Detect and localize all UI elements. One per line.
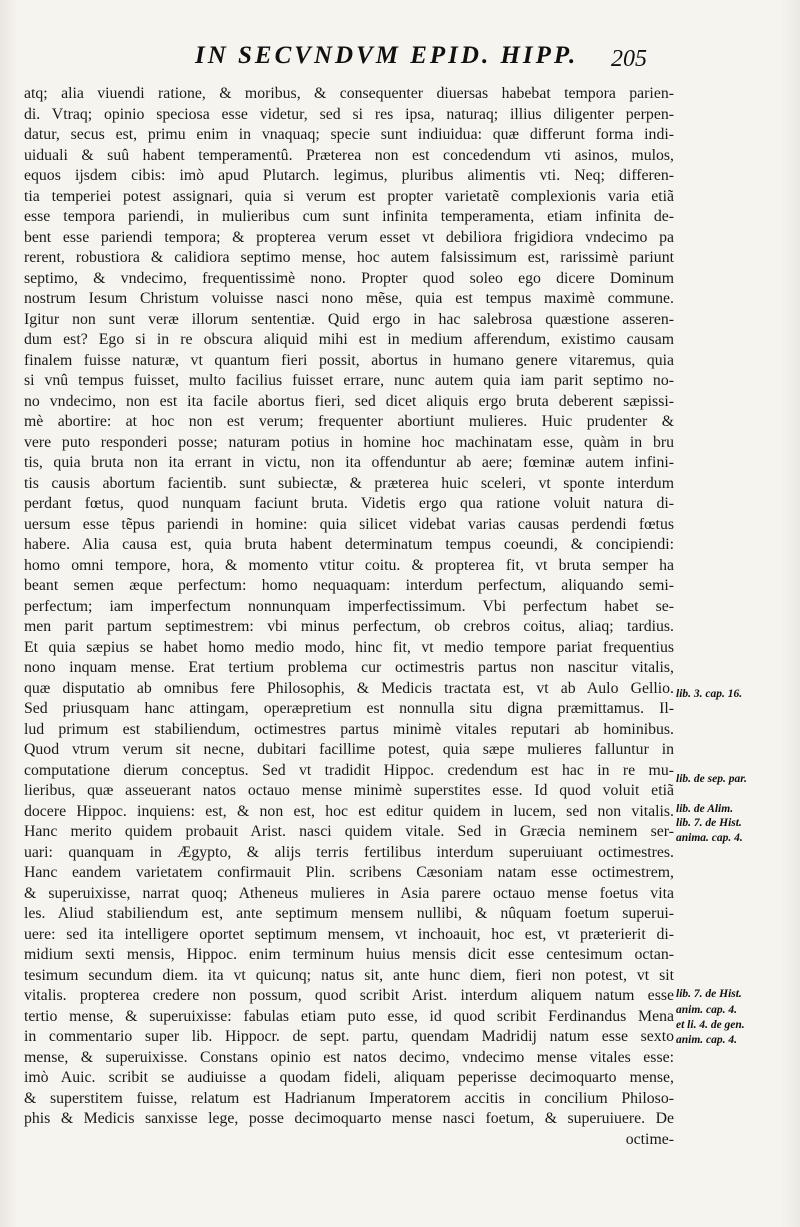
text-line: atq; alia viuendi ratione, & moribus, & consequenter diuersas habebat tempora parien- <box>24 85 674 102</box>
text-line: computatione dierum conceptus. Sed vt tradidit Hippoc. credendum est hac in re mu- <box>24 761 674 779</box>
margin-note: anim. cap. 4. <box>676 1004 738 1016</box>
text-line: beant semen æque perfectum: homo nequaquam: interdum perfectum, aliquando semi- <box>24 577 674 594</box>
text-line: vere puto responderi posse; naturam potius in homine hoc machinatam esse, quàm in bru <box>24 433 674 451</box>
text-line: finalem fuisse naturæ, vt quantum fieri possit, abortus in humano genere vitaremus, quia <box>24 351 674 369</box>
margin-note: lib. de sep. par. <box>676 773 747 785</box>
text-line: si vnû tempus fuisset, multo facilius fuisset errare, nunc autem quia iam parit septimo no- <box>24 372 674 389</box>
text-line: men parit partum septimestrem: vbi minus perfectum, ob crebros coitus, aliaq; tardius. <box>24 618 674 635</box>
text-line: rerent, robustiora & calidiora septimo mense, hoc autem falsissimum est, rarissimè pariunt <box>24 249 674 266</box>
text-line: no vndecimo, non est ita facile abortus fieri, sed dicet aliquis ergo bruta deberent sæpissi- <box>24 392 674 410</box>
text-line: nostrum Iesum Christum voluisse nasci nono mẽse, quia est tempus maximè commune. <box>24 290 674 307</box>
margin-note: anim. cap. 4. <box>676 1034 738 1046</box>
text-line: Hanc merito quidem probauit Arist. nasci quidem vitale. Sed in Græcia neminem ser- <box>24 823 674 840</box>
text-line: tertio mense, & superuixisse: fabulas etiam puto esse, id quod scribit Ferdinandus Mena <box>24 1007 674 1025</box>
text-line: perfectum; iam imperfectum nonnunquam imperfectissimum. Vbi perfectum habet se- <box>24 597 674 615</box>
text-line: mè abortire: at hoc non est verum; frequenter abortiunt mulieres. Huic prudenter & <box>24 413 674 430</box>
text-line: octime- <box>625 1130 674 1148</box>
text-line: esse tempora pariendi, in mulieribus cum sunt infinita temperamenta, etiam infinita de- <box>24 208 674 225</box>
page-number: 205 <box>611 46 647 72</box>
margin-note: et li. 4. de gen. <box>676 1019 745 1031</box>
text-line: lud primum est stabiliendum, octimestres partus minimè vitales reputari ab hominibus. <box>24 720 674 738</box>
text-line: docere Hippoc. inquiens: est, & non est, hoc est editur quidem in lucem, sed non vitalis. <box>24 802 674 820</box>
text-line: bent esse pariendi tempora; & propterea verum esset vt debiliora frigidiora vndecimo pa <box>24 228 674 246</box>
text-line: perdant fœtus, quod nunquam faciunt bruta. Videtis ergo qua ratione voluit natura di- <box>24 495 674 512</box>
text-line: Quod vtrum verum sit necne, dubitari facillime potest, quia sæpe mulieres falluntur in <box>24 741 674 758</box>
margin-note: lib. 3. cap. 16. <box>676 688 743 700</box>
text-line: mense, & superuixisse. Constans opinio est natos decimo, vndecimo mense vitales esse: <box>24 1048 674 1066</box>
text-line: lieribus, quæ asseuerant natos octauo mense minimè superstites esse. Id quod voluit etiã <box>24 782 674 799</box>
text-line: tesimum secundum diem. ita vt quicunq; natus sit, ante hunc diem, fieri non potest, vt sit <box>24 966 674 984</box>
text-line: Igitur non sunt veræ illorum sententiæ. Quid ergo in hac salebrosa quæstione asseren- <box>24 310 674 328</box>
text-line: datur, secus est, primu enim in vnaquaq; specie sunt indiuidua: quæ differunt forma indi- <box>24 126 674 143</box>
text-line: midium sexti mensis, Hippoc. enim terminum huius mensis dicit esse centesimum octan- <box>24 946 674 963</box>
running-head: IN SECVNDVM EPID. HIPP. <box>195 42 579 69</box>
text-line: habere. Alia causa est, quia bruta habent determinatum tempus coeundi, & concipiendi: <box>24 536 674 553</box>
text-line: tis, quia bruta non ita errant in victu, non ita offenduntur ab aere; fœminæ autem infini- <box>24 454 674 471</box>
text-line: uiduali & suû habent temperamentû. Præterea non est concedendum vti asinos, mulos, <box>24 146 674 164</box>
text-line: in commentario super lib. Hippocr. de sept. partu, quendam Madridij natum esse sexto <box>24 1028 674 1045</box>
text-line: tis causis abortum facientib. sunt subiectæ, & præterea huic sceleri, vt sponte interdum <box>24 474 674 492</box>
text-line: & superstitem fuisse, relatum est Hadrianum Imperatorem accitis in concilium Philoso- <box>24 1089 674 1107</box>
text-line: Sed priusquam hanc attingam, operæpretium est nonnulla situ digna præmittamus. Il- <box>24 700 674 717</box>
text-line: homo omni tempore, hora, & momento vtitur coitu. & propterea fit, vt bruta semper ha <box>24 556 674 574</box>
text-line: uere: sed ita intelligere oportet septimum mensem, vt inchoauit, hoc est, vt præterierit di- <box>24 925 674 943</box>
text-line: dum est? Ego si in re obscura aliquid mihi est in medium afferendum, existimo causam <box>24 331 674 348</box>
text-line: Et quia sæpius se habet homo medio modo, hinc fit, vt medio tempore pariat frequentius <box>24 638 674 656</box>
text-line: nono inquam mense. Erat tertium problema cur octimestris partus non nascitur vitalis, <box>24 659 674 676</box>
text-line: phis & Medicis sanxisse lege, posse decimoquarto mense nasci foetum, & superuiuere. De <box>24 1110 674 1127</box>
text-line: Hanc eandem varietatem confirmauit Plin. scribens Cæsoniam natam esse octimestrem, <box>24 864 674 881</box>
text-line: uersum esse tẽpus pariendi in homine: quia silicet videbat varias causas perdendi fœtus <box>24 515 674 533</box>
text-line: imò Auic. scribit se audiuisse a quodam fideli, aliquam peperisse decimoquarto mense, <box>24 1069 674 1086</box>
text-line: les. Aliud stabiliendum est, ante septimum mensem nullibi, & nûquam foetum superui- <box>24 905 674 922</box>
text-line: & superuixisse, narrat quoq; Atheneus mulieres in Asia parere octauo mense foetus vita <box>24 884 674 902</box>
text-line: vitalis. propterea credere non possum, quod scribit Arist. interdum aliquem natum esse <box>24 987 674 1004</box>
text-line: uari: quanquam in Ægypto, & alijs terris fertilibus interdum superuiuant octimestres. <box>24 843 674 861</box>
page-header <box>0 42 800 76</box>
text-line: di. Vtraq; opinio speciosa esse videtur, sed si res ipsa, naturaq; illius diligenter perpen- <box>24 105 674 123</box>
text-line: tia temperiei potest assignari, quia si verum est propter varietatẽ complexionis varia etiã <box>24 187 674 205</box>
text-line: septimo, & vndecimo, frequentissimè nono. Propter quod soleo ego dicere Dominum <box>24 269 674 287</box>
margin-note: anima. cap. 4. <box>676 832 743 844</box>
margin-note: lib. 7. de Hist. <box>676 817 742 829</box>
margin-note: lib. de Alim. <box>676 803 734 815</box>
body-text <box>24 84 674 1150</box>
text-line: equos ijsdem cibis: imò apud Plutarch. legimus, pluribus alimentis vti. Neq; differen- <box>24 167 674 184</box>
text-line: quæ disputatio ab omnibus fere Philosophis, & Medicis tractata est, vt ab Aulo Gellio. <box>24 679 674 697</box>
margin-note: lib. 7. de Hist. <box>676 988 742 1000</box>
